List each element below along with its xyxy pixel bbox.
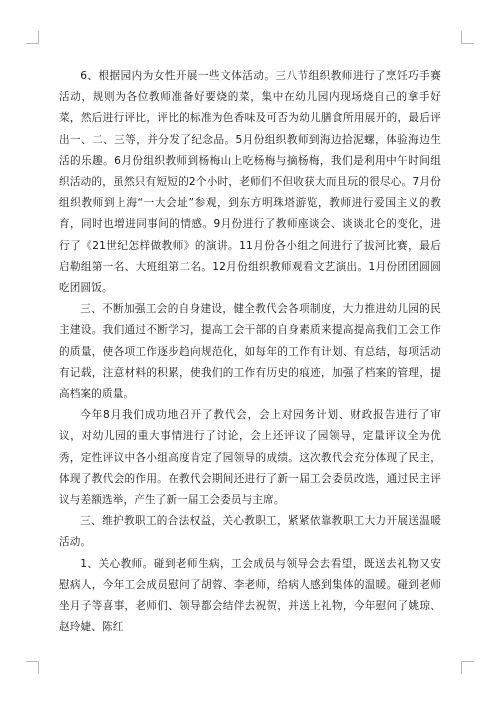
- document-body: [59, 66, 441, 638]
- page-corner-mark-top-left: [26, 31, 39, 44]
- paragraph-cultural-activities: 6、根据园内为女性开展一些文体活动。三八节组织教师进行了烹饪巧手赛活动，规则为各位教师准备好要烧的菜，集中在幼儿园内现场烧自己的拿手好菜，然后进行评比，评比的标准为色香味及可否为幼儿膳食所用展开的，最后评出一、二、三等，并分发了纪念品。5月份组织教师到海边拾泥螺，体验海边生活的乐趣。6月份组织教师到杨梅山上吃杨梅与摘杨梅，我们是利用中午时间组织活动的，虽然只有短短的2个小时，老师们不但收获大而且玩的很尽心。7月份组织教师到上海“一大会址”参观，到东方明珠塔游览，教师进行爱国主义的教育，同时也增进同事间的情感。9月份进行了教师座谈会、谈谈北仑的变化，进行了《21世纪怎样做教师》的演讲。11月份各小组之间进行了拔河比赛，最后启勒组第一名、大班组第二名。12月份组织教师观看文艺演出。1月份团团圆圆吃团圆饭。: [59, 70, 441, 295]
- paragraph-caring-for-teachers: 1、关心教师。碰到老师生病，工会成员与领导会去看望，既送去礼物又安慰病人，今年工会成员慰问了胡蓉、李老师，给病人感到集体的温暖。碰到老师坐月子等喜事，老师们、领导都会结伴去祝贺，并送上礼物，今年慰问了姚琼、赵玲婕、陈红: [59, 557, 441, 634]
- paragraph-union-self-building: 三、不断加强工会的自身建设，健全教代会各项制度，大力推进幼儿园的民主建设。我们通过不断学习，提高工会干部的自身素质来提高提高我们工会工作的质量，使各项工作逐步趋向规范化，如每年的工作有计划、有总结，每项活动有记载，注意材料的积累，使我们的工作有历史的痕迹，加强了档案的管理，提高档案的质量。: [59, 303, 441, 401]
- paragraph-staff-rights-heading: 三、维护教职工的合法权益，关心教职工，紧紧依靠教职工大力开展送温暖活动。: [59, 515, 441, 549]
- page-corner-mark-bottom-left: [26, 661, 39, 674]
- paragraph-staff-congress: 今年8月我们成功地召开了教代会，会上对园务计划、财政报告进行了审议，对幼儿园的重大事情进行了讨论，会上还评议了园领导，定量评议全为优秀，定性评议中各小组高度肯定了园领导的成绩。这次教代会充分体现了民主，体现了教代会的作用。在教代会期间还进行了新一届工会委员改选，通过民主评议与差额选举，产生了新一届工会委员与主席。: [59, 409, 441, 507]
- page-corner-mark-top-right: [461, 31, 474, 44]
- page-corner-mark-bottom-right: [461, 661, 474, 674]
